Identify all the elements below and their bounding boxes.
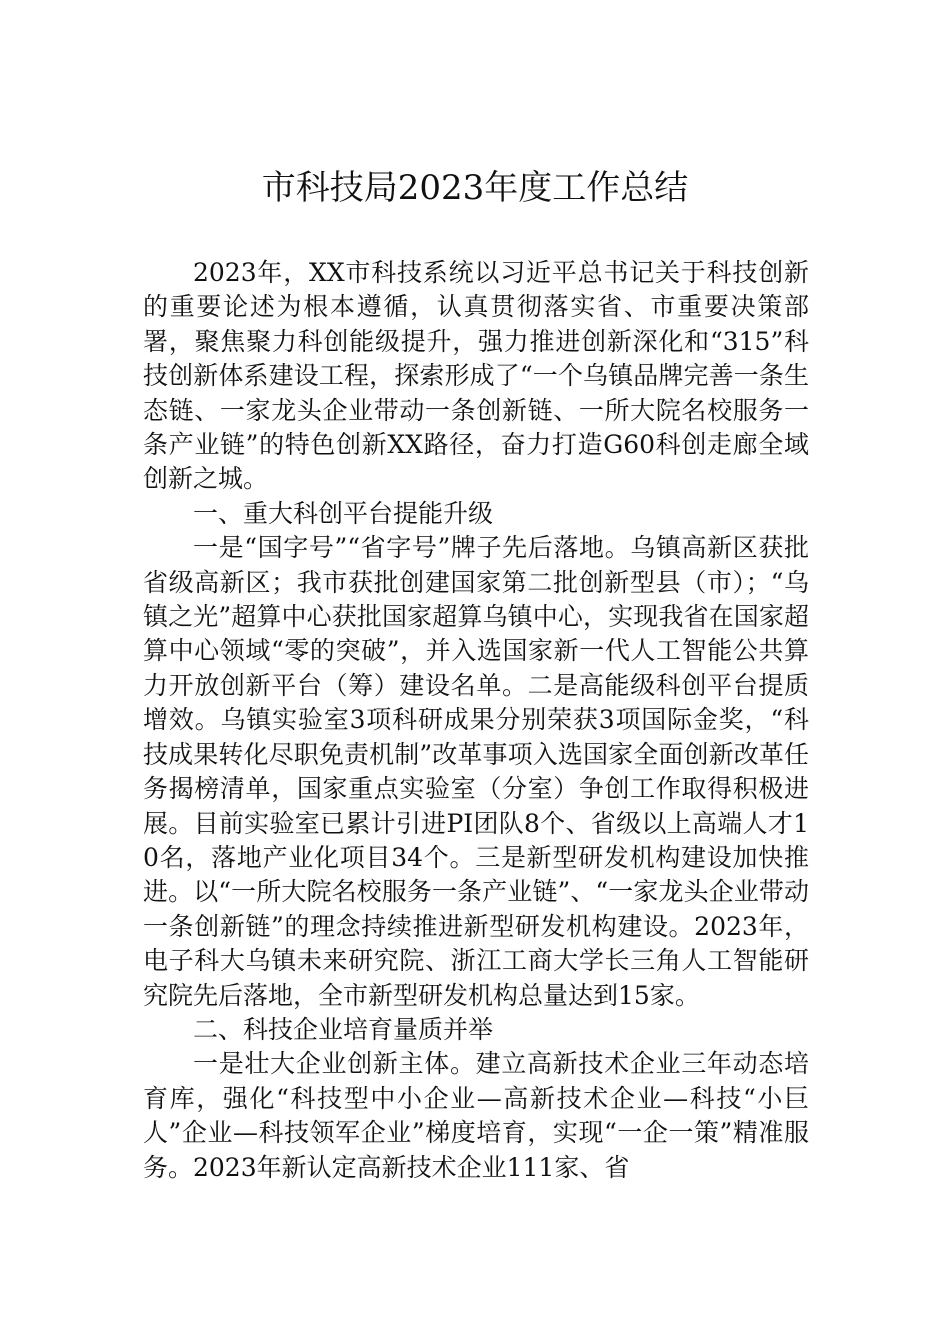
intro-paragraph: 2023年，XX市科技系统以习近平总书记关于科技创新的重要论述为根本遵循，认真贯彻落实省、市重要决策部署，聚焦聚力科创能级提升，强力推进创新深化和“315”科技创新体系建设工程，探索形成了“一个乌镇品牌完善一条生态链、一家龙头企业带动一条创新链、一所大院名校服务一条产业链”的特色创新XX路径，奋力打造G60科创走廊全域创新之城。 <box>143 258 809 494</box>
section-1-paragraph: 一是“国字号”“省字号”牌子先后落地。乌镇高新区获批省级高新区；我市获批创建国家第二批创新型县（市）；“乌镇之光”超算中心获批国家超算乌镇中心，实现我省在国家超算中心领域“零的突破”，并入选国家新一代人工智能公共算力开放创新平台（筹）建设名单。二是高能级科创平台提质增效。乌镇实验室3项科研成果分别荣获3项国际金奖，“科技成果转化尽职免责机制”改革事项入选国家全面创新改革任务揭榜清单，国家重点实验室（分室）争创工作取得积极进展。目前实验室已累计引进PI团队8个、省级以上高端人才10名，落地产业化项目34个。三是新型研发机构建设加快推进。以“一所大院名校服务一条产业链”、“一家龙头企业带动一条创新链”的理念持续推进新型研发机构建设。2023年，电子科大乌镇未来研究院、浙江工商大学长三角人工智能研究院先后落地，全市新型研发机构总量达到15家。 <box>143 533 809 1010</box>
section-heading-2: 二、科技企业培育量质并举 <box>193 1014 494 1044</box>
section-2-paragraph: 一是壮大企业创新主体。建立高新技术企业三年动态培育库，强化“科技型中小企业—高新技术企业—科技“小巨人”企业—科技领军企业”梯度培育，实现“一企一策”精准服务。2023年新认定高新技术企业111家、省 <box>143 1049 809 1182</box>
document-body <box>143 256 809 1185</box>
document-title: 市科技局2023年度工作总结 <box>261 168 689 208</box>
section-heading-1: 一、重大科创平台提能升级 <box>193 498 494 528</box>
